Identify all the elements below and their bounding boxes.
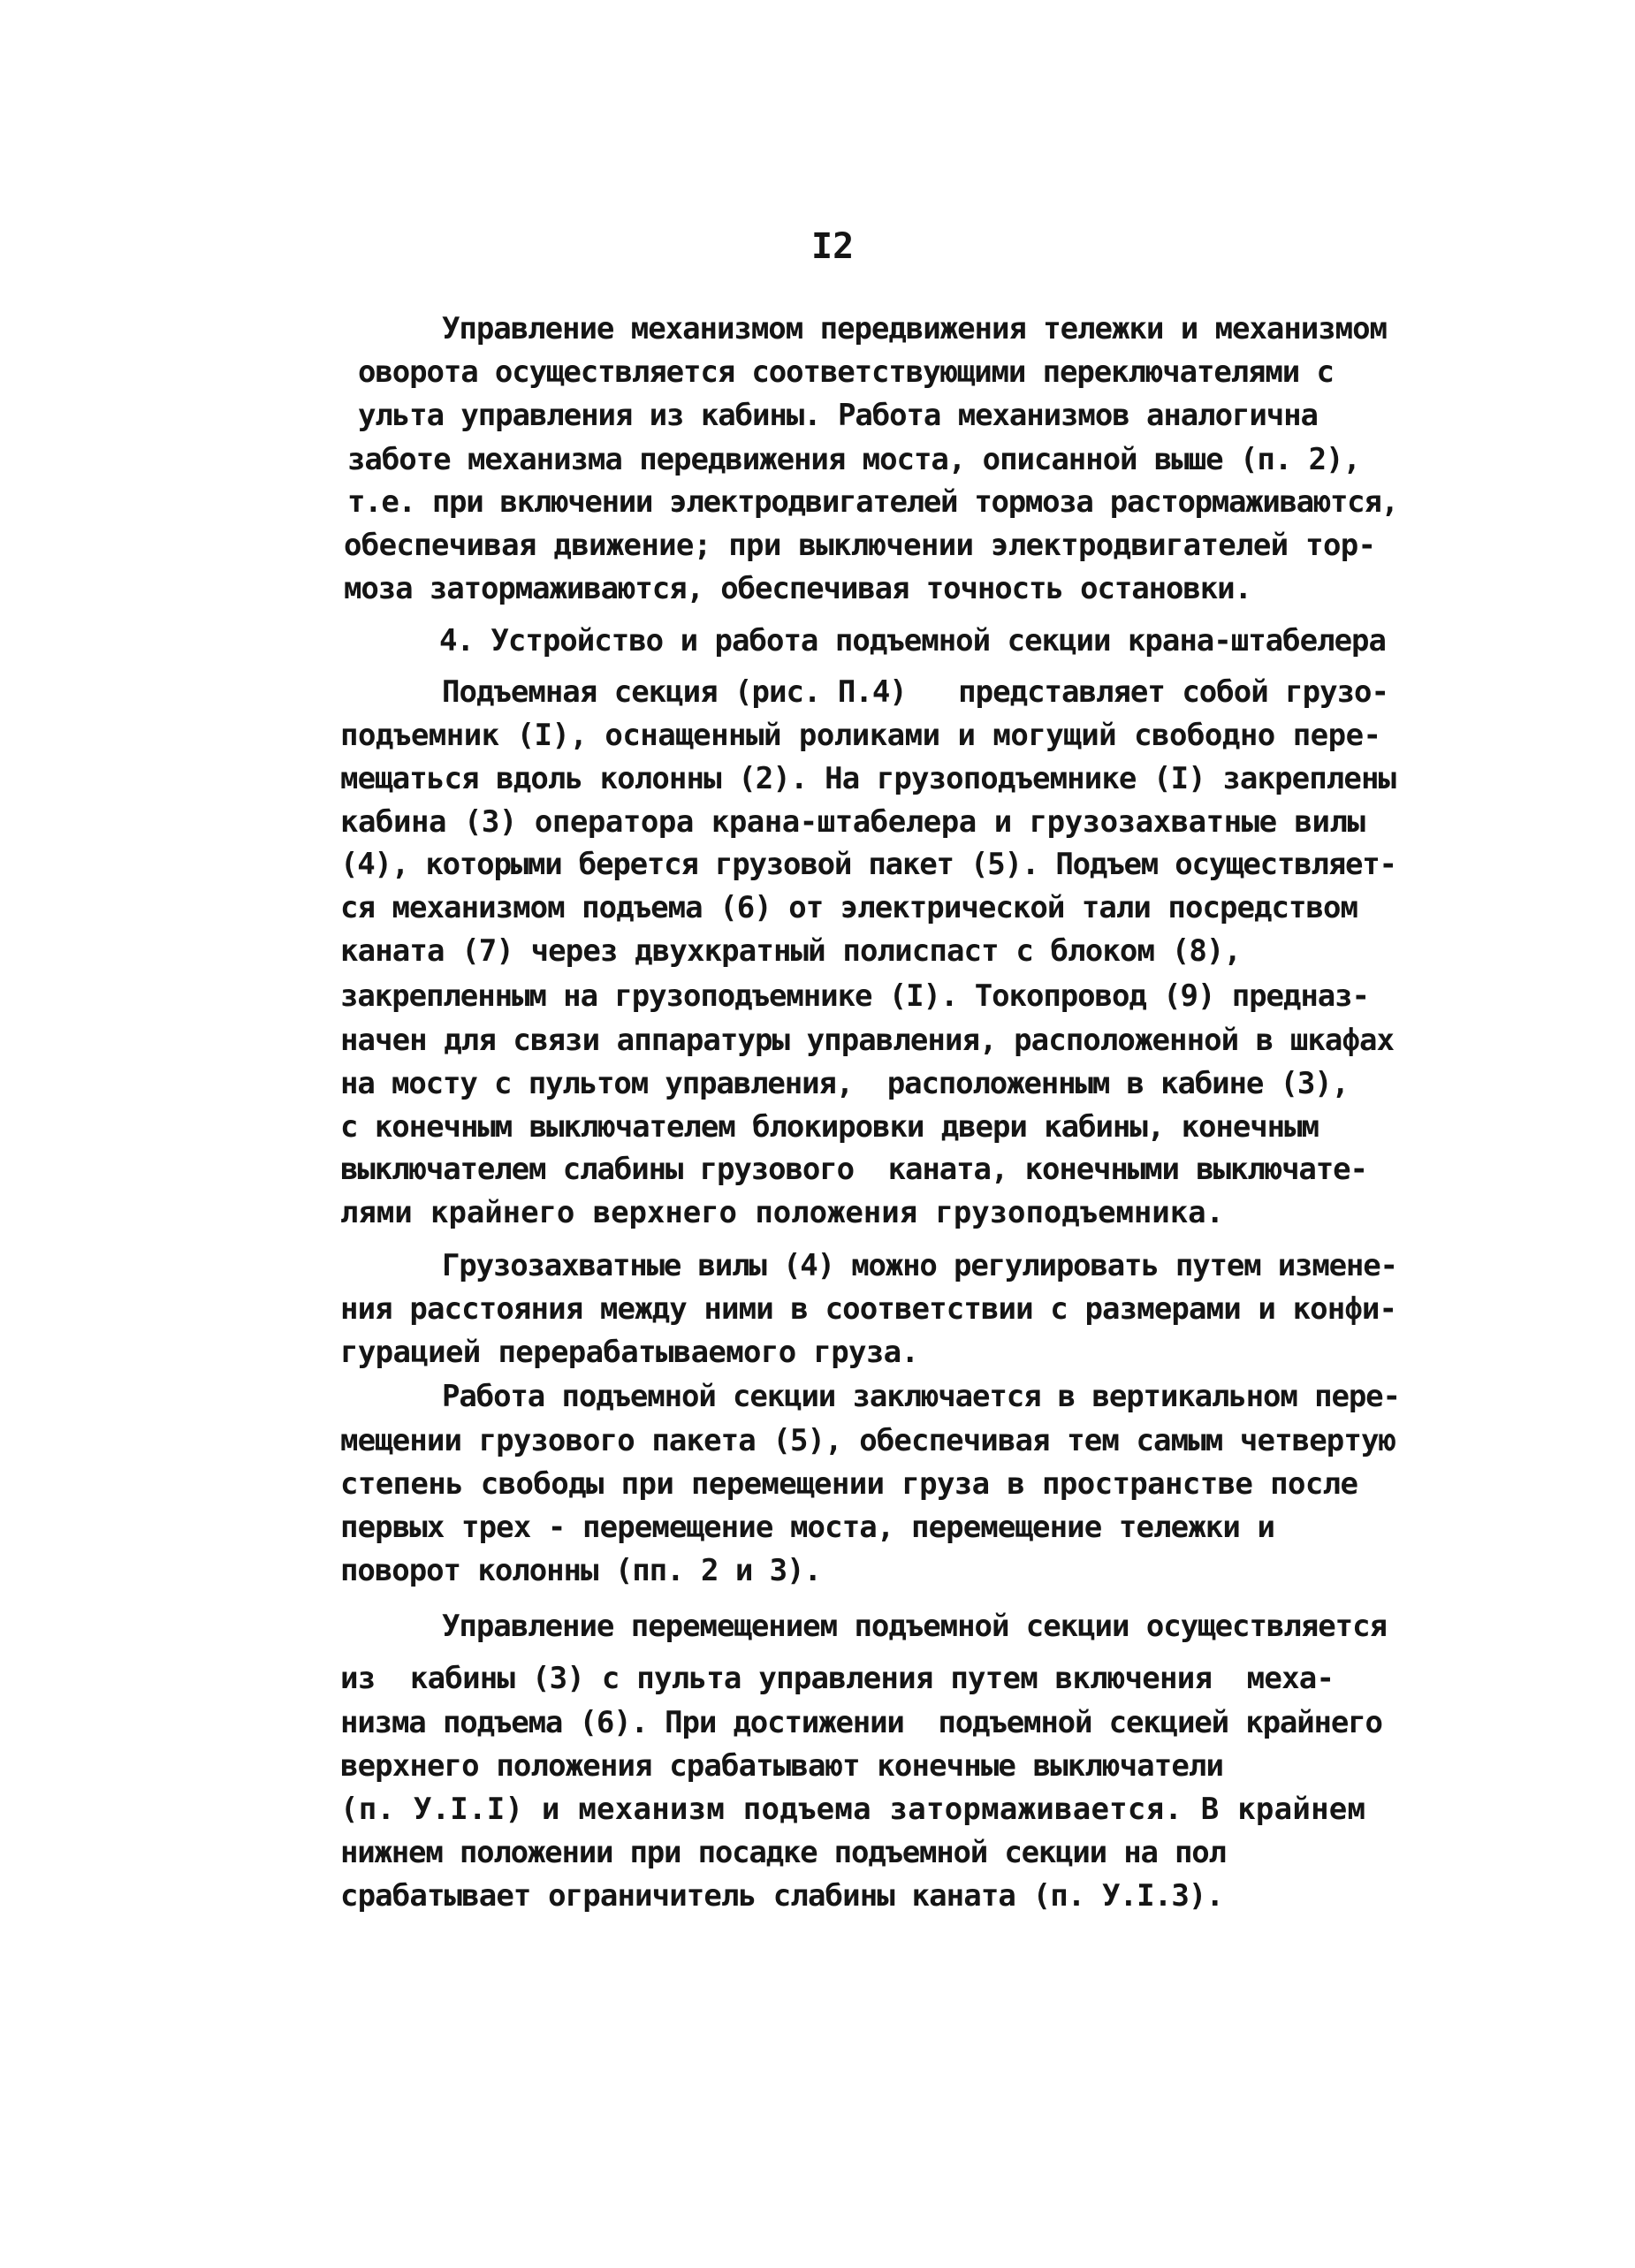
text-line: Подъемная секция (рис. П.4) представляет собой грузо- [442,674,1388,710]
text-line: срабатывает ограничитель слабины каната (п. У.I.3). [340,1878,1224,1914]
text-line: мещаться вдоль колонны (2). На грузоподъемнике (I) закреплены [340,761,1396,796]
text-line: моза затормаживаются, обеспечивая точность остановки. [344,571,1251,606]
text-line: поворот колонны (пп. 2 и 3). [340,1553,821,1588]
text-line: оворота осуществляется соответствующими переключателями с [358,354,1334,390]
text-line: из кабины (3) с пульта управления путем включения меха- [340,1661,1335,1696]
text-line: ся механизмом подъема (6) от электрической тали посредством [340,890,1358,925]
text-line: кабина (3) оператора крана-штабелера и грузозахватные вилы [340,804,1365,840]
text-line: ульта управления из кабины. Работа механизмов аналогична [358,398,1318,433]
text-line: выключателем слабины грузового каната, конечными выключате- [340,1152,1367,1187]
text-line: первых трех - перемещение моста, перемещение тележки и [340,1510,1275,1545]
text-line: лями крайнего верхнего положения грузоподъемника. [340,1195,1224,1230]
text-line: (п. У.I.I) и механизм подъема затормаживается. В крайнем [340,1792,1366,1827]
text-line: закрепленным на грузоподъемнике (I). Токопровод (9) предназ- [340,978,1369,1014]
text-line: заботе механизма передвижения моста, описанной выше (п. 2), [347,442,1360,477]
text-line: нижнем положении при посадке подъемной секции на пол [340,1835,1226,1870]
text-line: с конечным выключателем блокировки двери кабины, конечным [340,1109,1319,1145]
text-line: мещении грузового пакета (5), обеспечивая тем самым четвертую [340,1423,1396,1458]
text-line: Работа подъемной секции заключается в вертикальном пере- [442,1379,1400,1414]
text-line: подъемник (I), оснащенный роликами и могущий свободно пере- [340,718,1381,753]
text-line: начен для связи аппаратуры управления, расположенной в шкафах [340,1023,1395,1058]
text-line: обеспечивая движение; при выключении электродвигателей тор- [344,528,1376,563]
text-line: гурацией перерабатываемого груза. [340,1335,919,1370]
text-line: степень свободы при перемещении груза в пространстве после [340,1466,1358,1502]
page-number: I2 [811,226,855,267]
text-line: верхнего положения срабатывают конечные выключатели [340,1748,1224,1784]
text-line: т.е. при включении электродвигателей тормоза растормаживаются, [347,484,1398,520]
text-line: ния расстояния между ними в соответствии с размерами и конфи- [340,1291,1397,1327]
text-line: Управление перемещением подъемной секции осуществляется [442,1609,1387,1644]
text-line: низма подъема (6). При достижении подъемной секцией крайнего [340,1705,1382,1740]
section-heading: 4. Устройство и работа подъемной секции крана-штабелера [439,623,1386,658]
text-line: Управление механизмом передвижения тележки и механизмом [442,311,1387,346]
text-line: (4), которыми берется грузовой пакет (5). Подъем осуществляет- [340,847,1396,882]
text-line: Грузозахватные вилы (4) можно регулировать путем измене- [442,1248,1397,1283]
text-line: на мосту с пультом управления, расположенным в кабине (3), [340,1066,1349,1101]
text-line: каната (7) через двухкратный полиспаст с блоком (8), [340,933,1242,969]
